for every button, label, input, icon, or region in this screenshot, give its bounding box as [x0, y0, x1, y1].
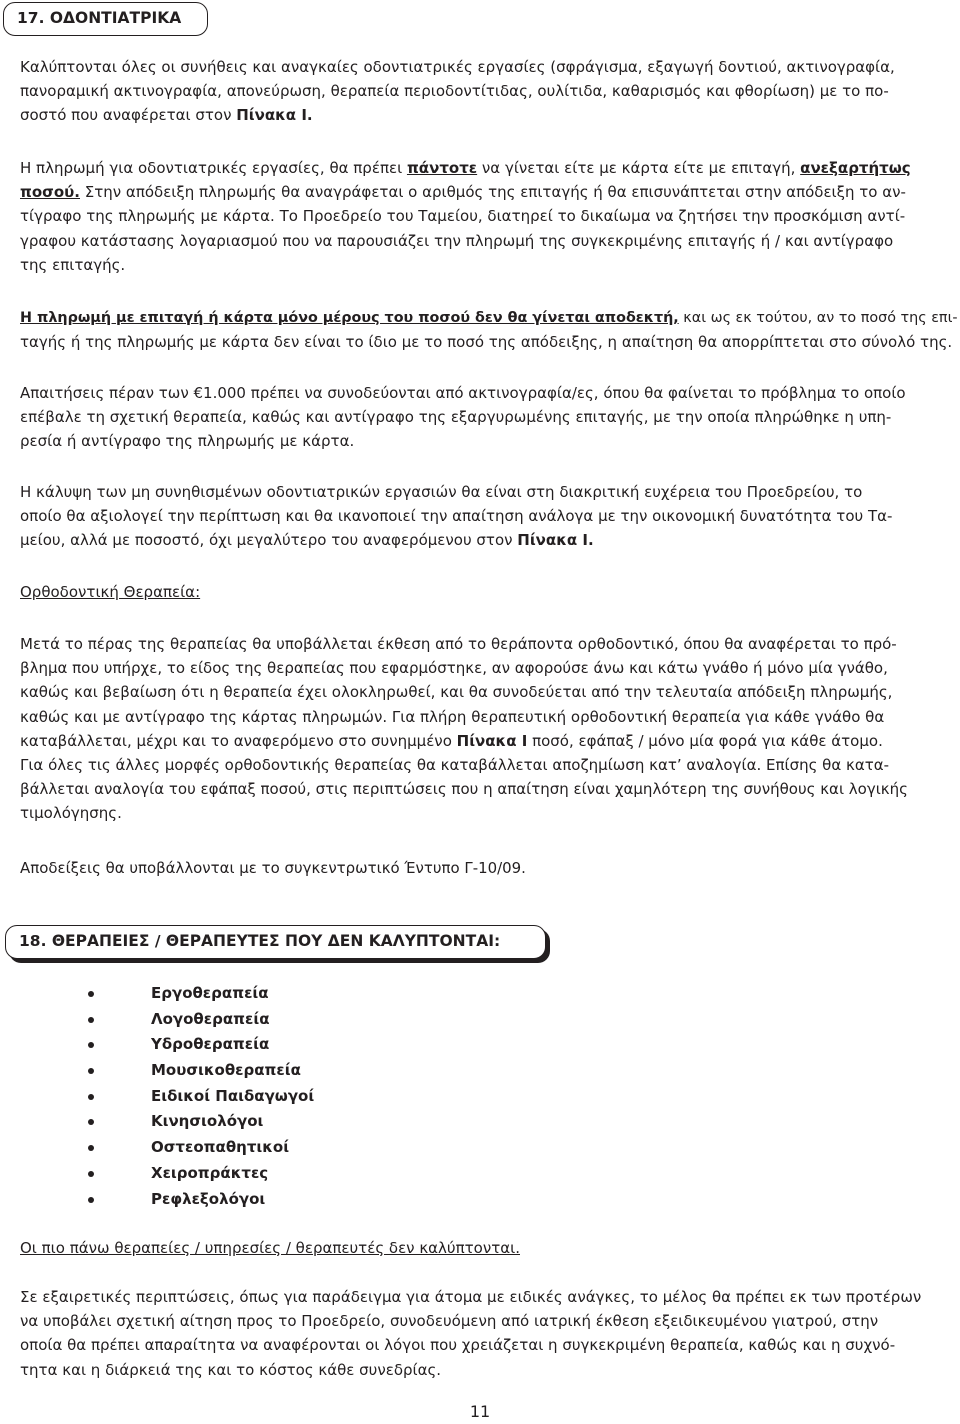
- text-line: επέβαλε τη σχετική θεραπεία, καθώς και αντίγραφο της εξαργυρωμένης επιταγής, με την οποία πληρώθηκε η υπη-: [20, 408, 892, 427]
- list-item-label: Λογοθεραπεία: [151, 1009, 270, 1028]
- list-item-label: Οστεοπαθητικοί: [151, 1138, 290, 1157]
- bullet-icon: [88, 1145, 94, 1151]
- text-line: οποία θα πρέπει απαραίτητα να αναφέρονται οι λόγοι που χρειάζεται η συγκεκριμένη θεραπεία, καθώς και η συχνό-: [20, 1336, 896, 1355]
- text-line: τιμολόγησης.: [20, 804, 122, 823]
- section-18-title: 18. ΘΕΡΑΠΕΙΕΣ / ΘΕΡΑΠΕΥΤΕΣ ΠΟΥ ΔΕΝ ΚΑΛΥΠΤΟΝΤΑΙ:: [5, 925, 546, 959]
- text-line: οποίο θα αξιολογεί την περίπτωση και θα ικανοποιεί την απαίτηση ανάλογα με την οικονομική δυνατότητα του Τα-: [20, 507, 893, 526]
- text-line: [20, 729, 960, 753]
- list-item-label: Ρεφλεξολόγοι: [151, 1189, 266, 1208]
- orthodontic-paragraph: [20, 632, 960, 826]
- table-reference: Πίνακα Ι.: [517, 531, 594, 550]
- bullet-icon: [88, 1119, 94, 1125]
- text-run: ποσό, εφάπαξ / μόνο μία φορά για κάθε άτομο.: [527, 731, 883, 750]
- text-line: [20, 180, 960, 204]
- emphasis-partial-payment: Η πληρωμή με επιταγή ή κάρτα μόνο μέρους του ποσού δεν θα γίνεται αποδεκτή,: [20, 310, 679, 326]
- text-line: γραφου κατάστασης λογαριασμού που να παρουσιάζει την πληρωμή της συγκεκριμένης επιταγής ή / και αντίγραφο: [20, 231, 894, 250]
- text-line: πανοραμική ακτινογραφία, απονεύρωση, θεραπεία περιοδοντίτιδας, ουλίτιδα, καθαρισμός και φθορίωση) με το πο-: [20, 82, 889, 101]
- table-reference: Πίνακα Ι: [456, 731, 528, 750]
- bullet-icon: [88, 1094, 94, 1100]
- list-item-label: Χειροπράκτες: [151, 1163, 269, 1182]
- text-line: ρεσία ή αντίγραφο της πληρωμής με κάρτα.: [20, 432, 355, 451]
- text-run: καταβάλλεται, μέχρι και το αναφερόμενο στο συνημμένο: [20, 731, 457, 750]
- text-run: και ως εκ τούτου, αν το ποσό της επι-: [678, 310, 958, 326]
- text-run: Στην απόδειξη πληρωμής θα αναγράφεται ο αριθμός της επιταγής ή θα επισυνάπτεται στην απόδειξη το αν-: [80, 183, 906, 202]
- bullet-icon: [88, 1068, 94, 1074]
- text-line: της επιταγής.: [20, 255, 126, 274]
- section-17-title: 17. ΟΔΟΝΤΙΑΤΡΙΚΑ: [3, 2, 208, 36]
- text-line: Καλύπτονται όλες οι συνήθεις και αναγκαίες οδοντιατρικές εργασίες (σφράγισμα, εξαγωγή δοντιού, ακτινογραφία,: [20, 58, 895, 76]
- exceptions-paragraph: [20, 1285, 960, 1382]
- partial-payment-paragraph: [20, 306, 960, 354]
- text-line: τίγραφο της πληρωμής με κάρτα. Το Προεδρείο του Ταμείου, διατηρεί το δικαίωμα να ζητήσει την προσκόμιση αντί-: [20, 207, 906, 226]
- list-item-label: Υδροθεραπεία: [151, 1035, 270, 1054]
- text-line: [20, 528, 960, 552]
- text-run: σοστό που αναφέρεται στον: [20, 106, 237, 125]
- text-line: βλημα που υπήρχε, το είδος της θεραπείας που εφαρμόστηκε, αν αφορούσε άνω και κάτω γνάθο ή μόνο μία γνάθο,: [20, 659, 888, 678]
- emphasis-amount: ποσού.: [20, 183, 80, 202]
- xray-requirement-paragraph: [20, 381, 960, 454]
- table-reference: Πίνακα Ι.: [236, 106, 313, 125]
- list-item-label: Μουσικοθεραπεία: [151, 1061, 301, 1080]
- text-line: [20, 103, 960, 127]
- text-run: να γίνεται είτε με κάρτα είτε με επιταγή,: [477, 159, 801, 177]
- list-item-label: Κινησιολόγοι: [151, 1112, 264, 1131]
- text-line: Μετά το πέρας της θεραπείας θα υποβάλλεται έκθεση από το θεράποντα ορθοδοντικό, όπου θα αναφέρεται το πρό-: [20, 635, 897, 653]
- not-covered-note: Οι πιο πάνω θεραπείες / υπηρεσίες / θεραπευτές δεν καλύπτονται.: [20, 1239, 520, 1257]
- text-line: ταγής ή της πληρωμής με κάρτα δεν είναι το ίδιο με το ποσό της απόδειξης, η απαίτηση θα απορρίπτεται στο σύνολό της.: [20, 333, 953, 352]
- orthodontic-heading: Ορθοδοντική Θεραπεία:: [20, 583, 201, 601]
- text-line: βάλλεται αναλογία του εφάπαξ ποσού, στις περιπτώσεις που η απαίτηση είναι χαμηλότερη της συνήθους και λογικής: [20, 780, 908, 799]
- payment-method-paragraph: [20, 156, 960, 277]
- page-number: 11: [469, 1402, 491, 1421]
- coverage-paragraph: [20, 55, 960, 128]
- bullet-icon: [88, 1017, 94, 1023]
- text-line: Σε εξαιρετικές περιπτώσεις, όπως για παράδειγμα για άτομα με ειδικές ανάγκες, το μέλος θα πρέπει εκ των προτέρων: [20, 1288, 922, 1306]
- emphasis-regardless: ανεξαρτήτως: [800, 159, 911, 177]
- bullet-icon: [88, 1197, 94, 1203]
- text-line: [20, 306, 960, 330]
- bullet-icon: [88, 1171, 94, 1177]
- text-line: Για όλες τις άλλες μορφές ορθοδοντικής θεραπείας θα καταβάλλεται αποζημίωση κατ’ αναλογία. Επίσης θα κατα-: [20, 756, 890, 775]
- text-run: μείου, αλλά με ποσοστό, όχι μεγαλύτερο του αναφερόμενου στον: [20, 531, 518, 550]
- text-run: Η πληρωμή για οδοντιατρικές εργασίες, θα πρέπει: [20, 159, 407, 177]
- text-line: [20, 156, 960, 180]
- text-line: καθώς και με αντίγραφο της κάρτας πληρωμών. Για πλήρη θεραπευτική ορθοδοντική θεραπεία για κάθε γνάθο θα: [20, 707, 885, 726]
- text-line: τητα και η διάρκειά της και το κόστος κάθε συνεδρίας.: [20, 1360, 442, 1379]
- bullet-icon: [88, 1042, 94, 1048]
- receipts-paragraph: Αποδείξεις θα υποβάλλονται με το συγκεντρωτικό Έντυπο Γ-10/09.: [20, 859, 526, 877]
- list-item-label: Εργοθεραπεία: [151, 984, 269, 1002]
- text-line: να υποβάλει σχετική αίτηση προς το Προεδρείο, συνοδευόμενη από ιατρική έκθεση εξειδικευμένου γιατρού, στην: [20, 1312, 879, 1331]
- list-item-label: Ειδικοί Παιδαγωγοί: [151, 1086, 315, 1105]
- emphasis-always: πάντοτε: [406, 159, 478, 177]
- unusual-work-paragraph: [20, 480, 960, 553]
- bullet-icon: [88, 991, 94, 997]
- text-line: καθώς και βεβαίωση ότι η θεραπεία έχει ολοκληρωθεί, και θα συνοδεύεται από την τελευταία απόδειξη πληρωμής,: [20, 683, 893, 702]
- text-line: Απαιτήσεις πέραν των €1.000 πρέπει να συνοδεύονται από ακτινογραφία/ες, όπου θα φαίνεται το πρόβλημα το οποίο: [20, 384, 906, 402]
- text-line: Η κάλυψη των μη συνηθισμένων οδοντιατρικών εργασιών θα είναι στη διακριτική ευχέρεια του Προεδρείου, το: [20, 483, 863, 501]
